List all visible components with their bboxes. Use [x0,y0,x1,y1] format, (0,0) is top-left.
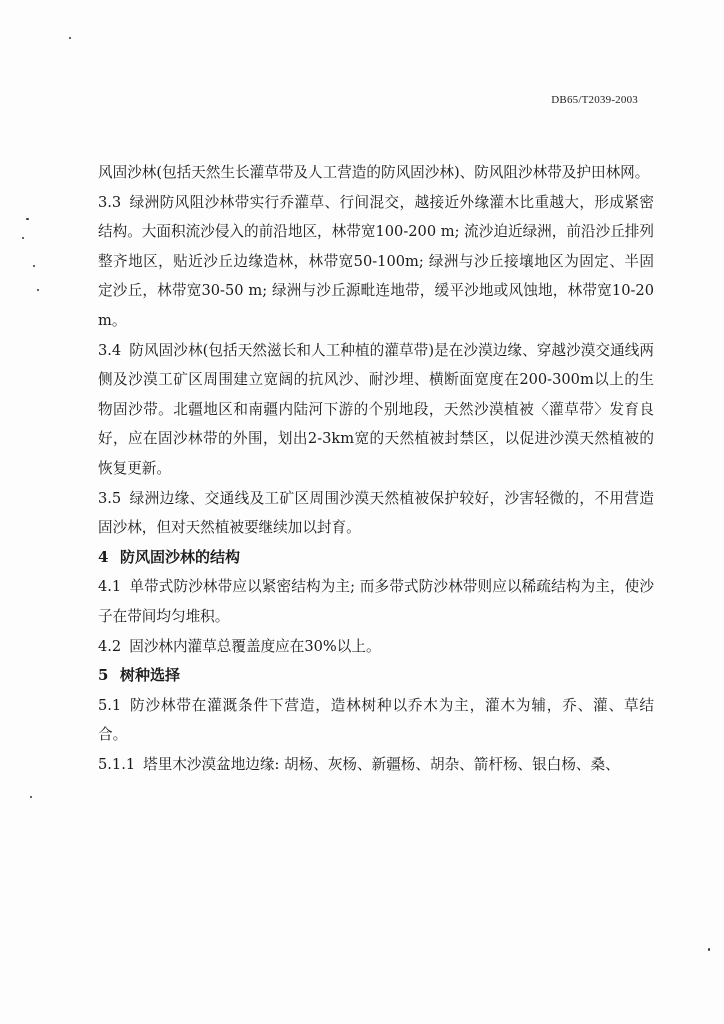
section-heading-4 [98,543,654,573]
clause-number: 3.4 [98,341,122,359]
clause-number: 5.1.1 [98,755,136,773]
scan-speck [33,265,35,267]
paragraph-text: 风固沙林(包括天然生长灌草带及人工营造的防风固沙林)、防风阻沙林带及护田林网。 [98,164,650,181]
scan-speck [37,289,39,291]
section-number: 5 [98,666,109,685]
clause-text: 绿洲边缘、交通线及工矿区周围沙漠天然植被保护较好，沙害轻微的，不用营造固沙林，但对天然植被要继续加以封育。 [98,489,654,537]
clause-number: 5.1 [98,696,122,714]
paragraph-continuation [98,158,654,188]
scan-speck [26,218,29,220]
clause-5-1-1 [98,750,654,780]
clause-number: 3.3 [98,193,122,211]
scan-speck [22,237,24,239]
clause-text: 防风固沙林(包括天然滋长和人工种植的灌草带)是在沙漠边缘、穿越沙漠交通线两侧及沙漠工矿区周围建立宽阔的抗风沙、耐沙埋、横断面宽度在200-300m以上的生物固沙带。北疆地区和南疆内陆河下游的个别地段，天然沙漠植被〈灌草带〉发育良好，应在固沙林带的外围，划出2-3km宽的天然植被封禁区，以促进沙漠天然植被的恢复更新。 [98,341,654,477]
section-title: 树种选择 [120,666,181,685]
clause-text: 防沙林带在灌溉条件下营造，造林树种以乔木为主，灌木为辅，乔、灌、草结合。 [98,696,654,744]
clause-4-2 [98,632,654,662]
clause-text: 塔里木沙漠盆地边缘: 胡杨、灰杨、新疆杨、胡杂、箭杆杨、银白杨、桑、 [143,755,620,773]
clause-3-3 [98,188,654,336]
clause-number: 3.5 [98,489,122,507]
clause-4-1 [98,572,654,631]
clause-text: 绿洲防风阻沙林带实行乔灌草、行间混交，越接近外缘灌木比重越大，形成紧密结构。大面积流沙侵入的前沿地区，林带宽100-200 m; 流沙迫近绿洲，前沿沙丘排列整齐地区，贴近沙丘边缘造林，林带宽50-100m; 绿洲与沙丘接壤地区为固定、半固定沙丘，林带宽30-50 m; 绿洲与沙丘源毗连地带，缓平沙地或风蚀地，林带宽10-20m。 [98,193,654,329]
scan-speck [708,948,710,951]
section-heading-5 [98,661,654,691]
clause-number: 4.2 [98,637,122,655]
section-number: 4 [98,547,109,566]
clause-5-1 [98,691,654,750]
clause-text: 固沙林内灌草总覆盖度应在30%以上。 [129,637,381,655]
clause-number: 4.1 [98,578,122,596]
clause-text: 单带式防沙林带应以紧密结构为主; 而多带式防沙林带则应以稀疏结构为主，使沙子在带间均匀堆积。 [98,578,654,625]
clause-3-4 [98,336,654,484]
scan-speck [69,37,71,39]
scan-speck [30,796,32,798]
section-title: 防风固沙林的结构 [120,547,241,566]
document-body [98,158,654,779]
clause-3-5 [98,484,654,543]
document-code: DB65/T2039-2003 [551,94,638,106]
